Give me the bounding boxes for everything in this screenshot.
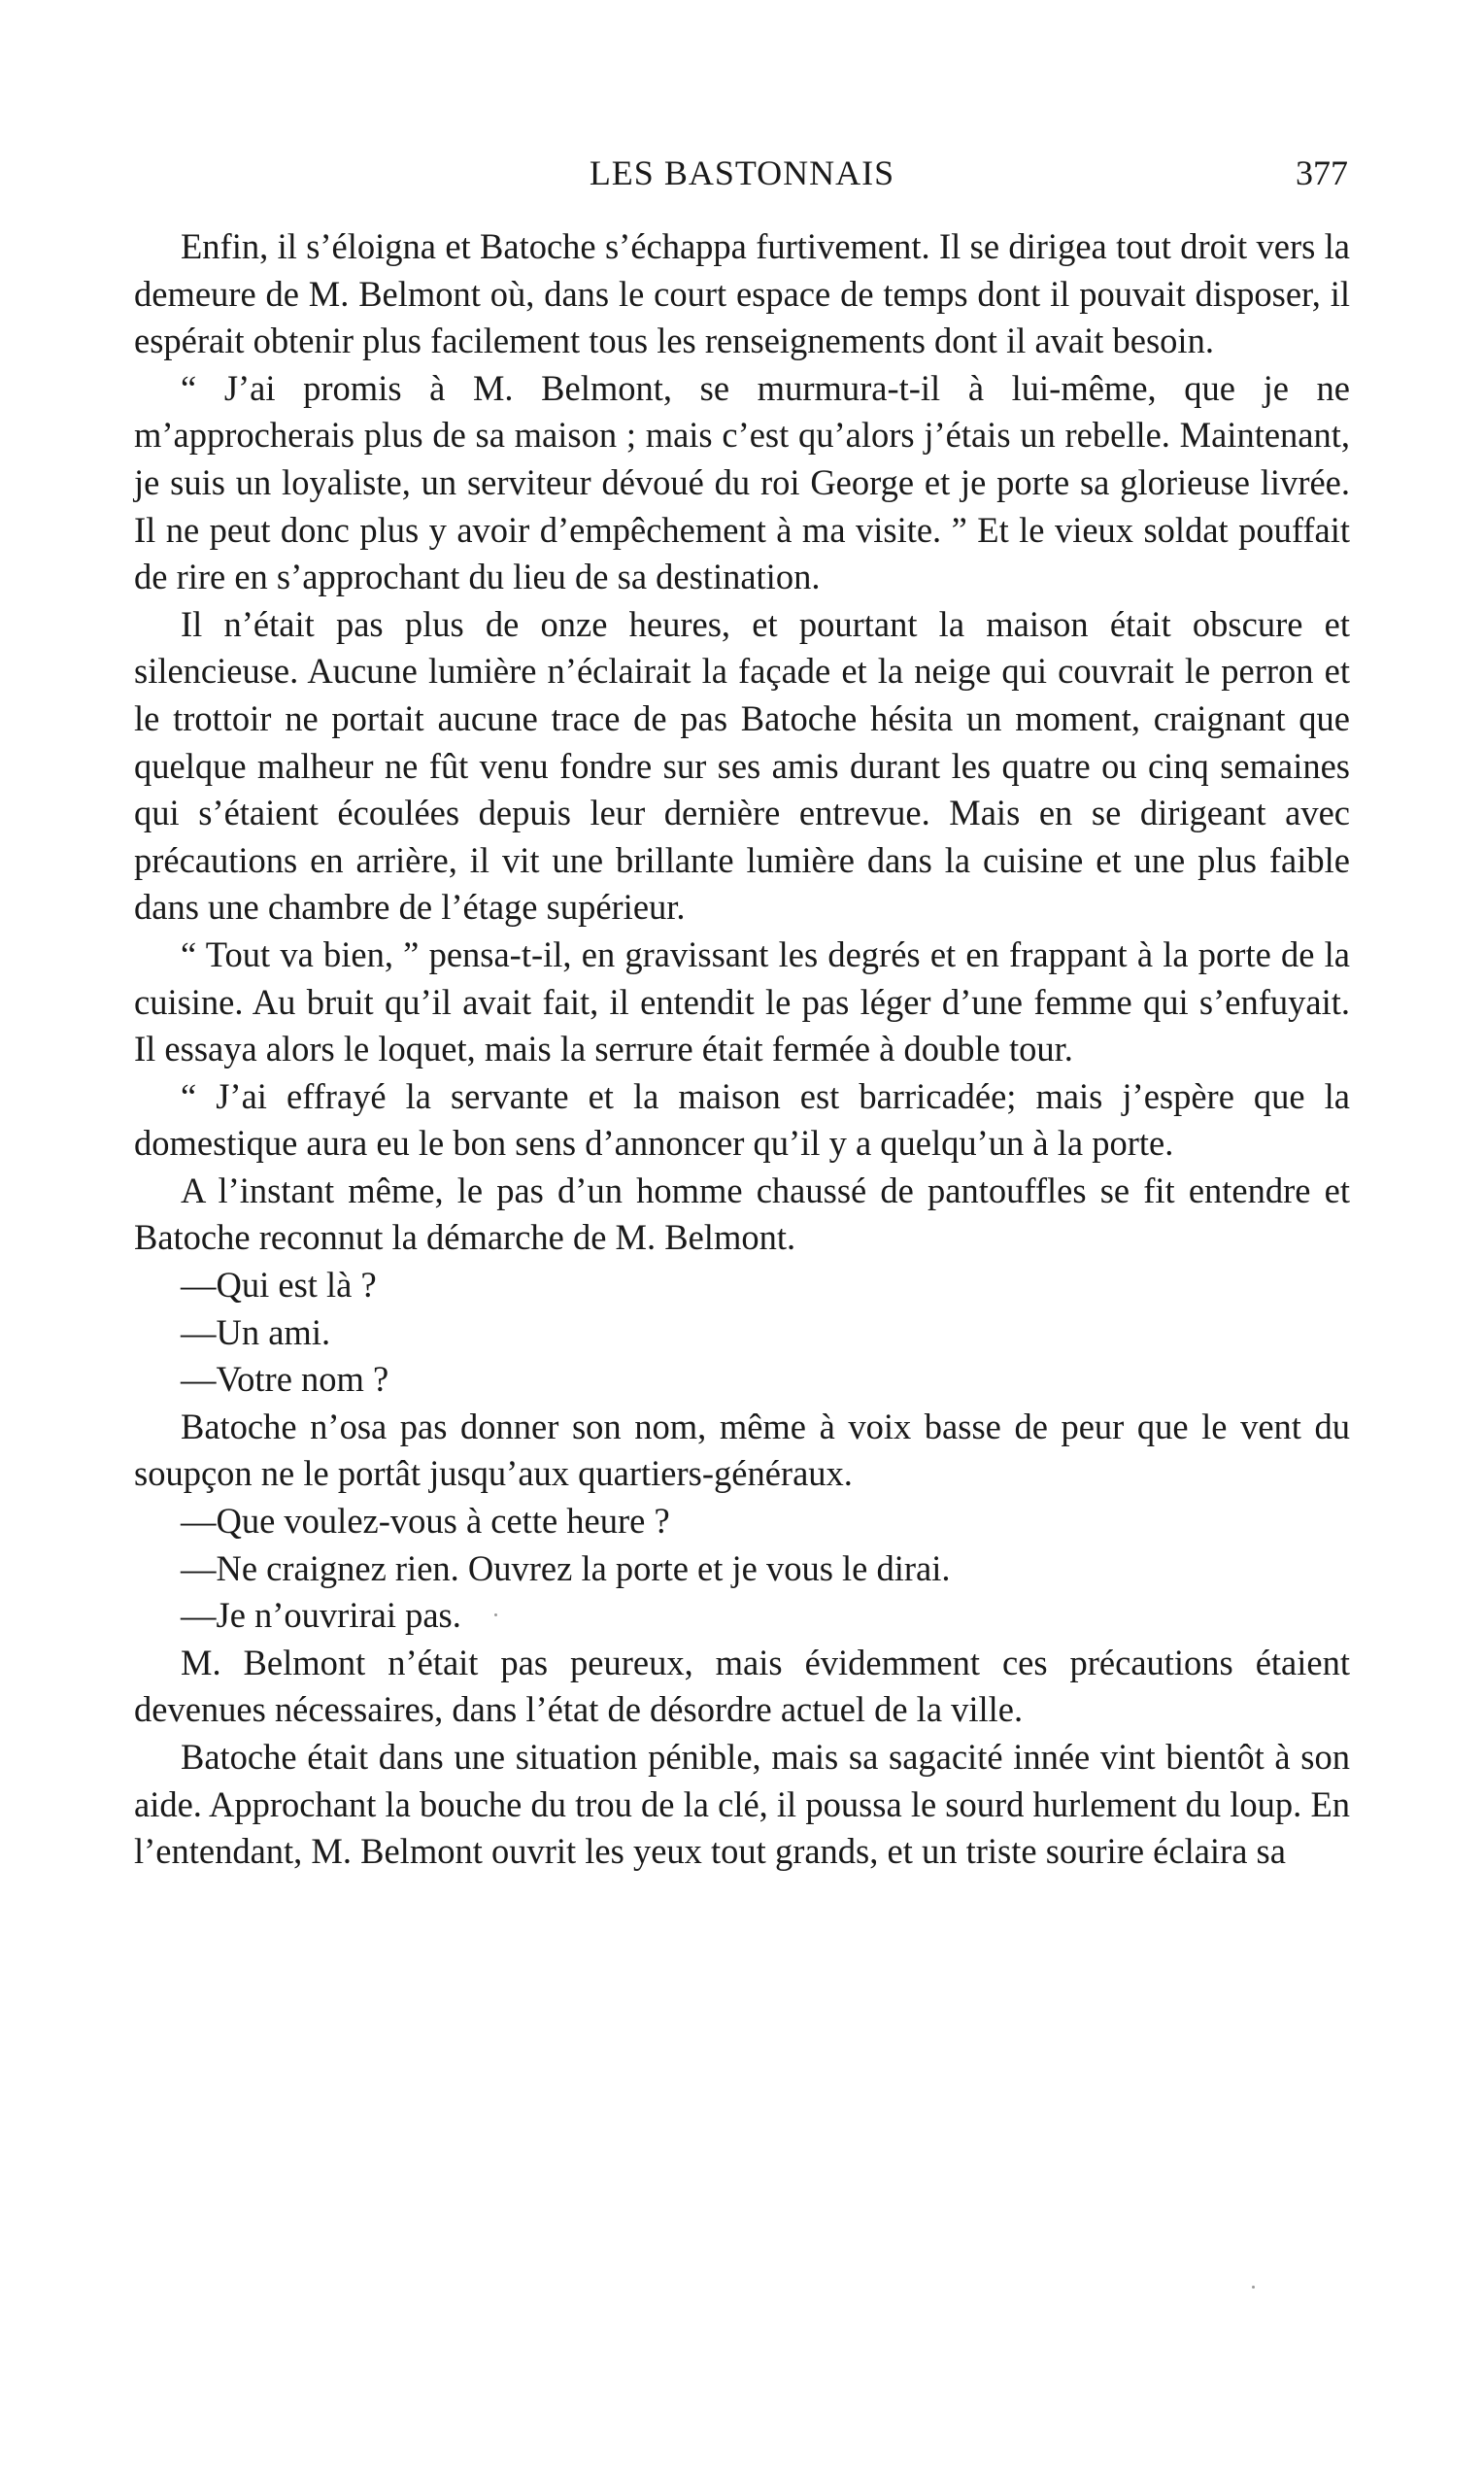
paragraph-2: “ J’ai promis à M. Belmont, se murmura-t-il à lui-même, que je ne m’approcherais plus de sa maison ; mais c’est qu’alors j’étais un rebelle. Maintenant, je suis un loyaliste, un serviteur dévoué du roi George et je porte sa glorieuse livrée. Il ne peut donc plus y avoir d’empêchement à ma visite. ” Et le vieux soldat pouffait de rire en s’approchant du lieu de sa destination. <box>134 367 1350 597</box>
paragraph-1: Enfin, il s’éloigna et Batoche s’échappa furtivement. Il se dirigea tout droit vers la demeure de M. Belmont où, dans le court espace de temps dont il pouvait disposer, il espérait obtenir plus facilement tous les renseignements dont il avait besoin. <box>134 226 1350 361</box>
dialogue-line-6: —Je n’ouvrirai pas. <box>181 1595 461 1636</box>
dialogue-line-5: —Ne craignez rien. Ouvrez la porte et je vous le dirai. <box>181 1547 951 1588</box>
scan-speck <box>494 1613 497 1616</box>
paragraph-8: M. Belmont n’était pas peureux, mais évidemment ces précautions étaient devenues nécessaires, dans l’état de désordre actuel de la ville. <box>134 1642 1350 1730</box>
paragraph-3: Il n’était pas plus de onze heures, et pourtant la maison était obscure et silencieuse. Aucune lumière n’éclairait la façade et la neige qui couvrait le perron et le trottoir ne portait aucune trace de pas Batoche hésita un moment, craignant que quelque malheur ne fût venu fondre sur ses amis durant les quatre ou cinq semaines qui s’étaient écoulées depuis leur dernière entrevue. Mais en se dirigeant avec précautions en arrière, il vit une brillante lumière dans la cuisine et une plus faible dans une chambre de l’étage supérieur. <box>134 603 1350 928</box>
scan-speck <box>1252 2286 1255 2289</box>
dialogue-line-3: —Votre nom ? <box>181 1359 389 1400</box>
paragraph-5: “ J’ai effrayé la servante et la maison est barricadée; mais j’espère que la domestique aura eu le bon sens d’annoncer qu’il y a quelqu’un à la porte. <box>134 1075 1350 1164</box>
page-number: 377 <box>1296 153 1348 192</box>
paragraph-4: “ Tout va bien, ” pensa-t-il, en gravissant les degrés et en frappant à la porte de la cuisine. Au bruit qu’il avait fait, il entendit le pas léger d’une femme qui s’enfuyait. Il essaya alors le loquet, mais la serrure était fermée à double tour. <box>134 933 1350 1069</box>
running-head <box>136 144 1348 202</box>
body-text <box>134 223 1350 1876</box>
dialogue-line-2: —Un ami. <box>181 1311 331 1352</box>
paragraph-6: A l’instant même, le pas d’un homme chaussé de pantouffles se fit entendre et Batoche reconnut la démarche de M. Belmont. <box>134 1170 1350 1258</box>
dialogue-line-1: —Qui est là ? <box>181 1265 377 1306</box>
dialogue-line-4: —Que voulez-vous à cette heure ? <box>181 1501 670 1542</box>
running-title: LES BASTONNAIS <box>589 153 895 192</box>
paragraph-9: Batoche était dans une situation pénible, mais sa sagacité innée vint bientôt à son aide. Approchant la bouche du trou de la clé, il poussa le sourd hurlement du loup. En l’entendant, M. Belmont ouvrit les yeux tout grands, et un triste sourire éclaira sa <box>134 1737 1350 1872</box>
paragraph-7: Batoche n’osa pas donner son nom, même à voix basse de peur que le vent du soupçon ne le portât jusqu’aux quartiers-généraux. <box>134 1406 1350 1494</box>
